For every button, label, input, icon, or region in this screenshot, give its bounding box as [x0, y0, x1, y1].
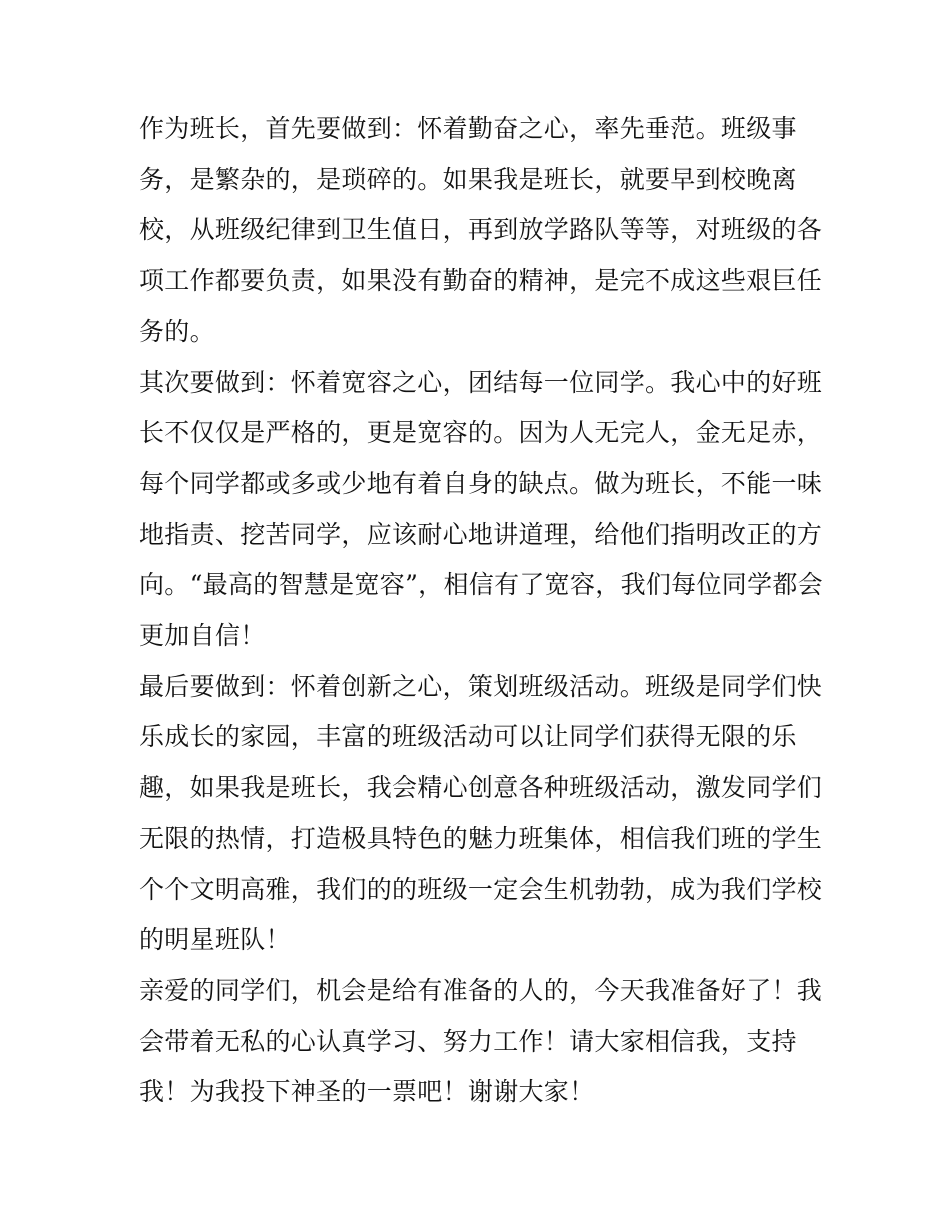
text-line: 校，从班级纪律到卫生值日，再到放学路队等等，对班级的各 [139, 215, 823, 245]
text-line: 项工作都要负责，如果没有勤奋的精神，是完不成这些艰巨任 [139, 266, 823, 296]
text-line: 务的。 [139, 316, 215, 346]
text-line: 作为班长，首先要做到：怀着勤奋之心，率先垂范。班级事 [139, 114, 797, 143]
text-line: 长不仅仅是严格的，更是宽容的。因为人无完人，金无足赤， [139, 418, 823, 448]
text-line: 我！为我投下神圣的一票吧！谢谢大家！ [139, 1077, 595, 1107]
text-line: 无限的热情，打造极具特色的魅力班集体，相信我们班的学生 [139, 823, 823, 853]
paragraph-closing [139, 966, 823, 1118]
text-line: 的明星班队！ [139, 925, 291, 955]
text-line: 地指责、挖苦同学，应该耐心地讲道理，给他们指明改正的方 [139, 519, 823, 549]
text-line: 趣，如果我是班长，我会精心创意各种班级活动，激发同学们 [139, 773, 823, 803]
paragraph-innovation [139, 662, 823, 966]
text-line: 个个文明高雅，我们的的班级一定会生机勃勃，成为我们学校 [139, 874, 823, 904]
text-line: 向。“最高的智慧是宽容”，相信有了宽容，我们每位同学都会 [139, 570, 823, 600]
text-line: 乐成长的家园，丰富的班级活动可以让同学们获得无限的乐 [139, 722, 797, 752]
text-line: 每个同学都或多或少地有着自身的缺点。做为班长，不能一味 [139, 468, 823, 498]
text-line: 最后要做到：怀着创新之心，策划班级活动。班级是同学们快 [139, 671, 823, 701]
document-body [139, 104, 823, 1118]
paragraph-tolerance [139, 358, 823, 662]
text-line: 会带着无私的心认真学习、努力工作！请大家相信我，支持 [139, 1026, 797, 1056]
text-line: 务，是繁杂的，是琐碎的。如果我是班长，就要早到校晚离 [139, 164, 797, 194]
text-line: 亲爱的同学们，机会是给有准备的人的，今天我准备好了！我 [139, 975, 823, 1005]
text-line: 更加自信！ [139, 621, 266, 651]
paragraph-diligence [139, 104, 823, 358]
text-line: 其次要做到：怀着宽容之心，团结每一位同学。我心中的好班 [139, 367, 823, 397]
